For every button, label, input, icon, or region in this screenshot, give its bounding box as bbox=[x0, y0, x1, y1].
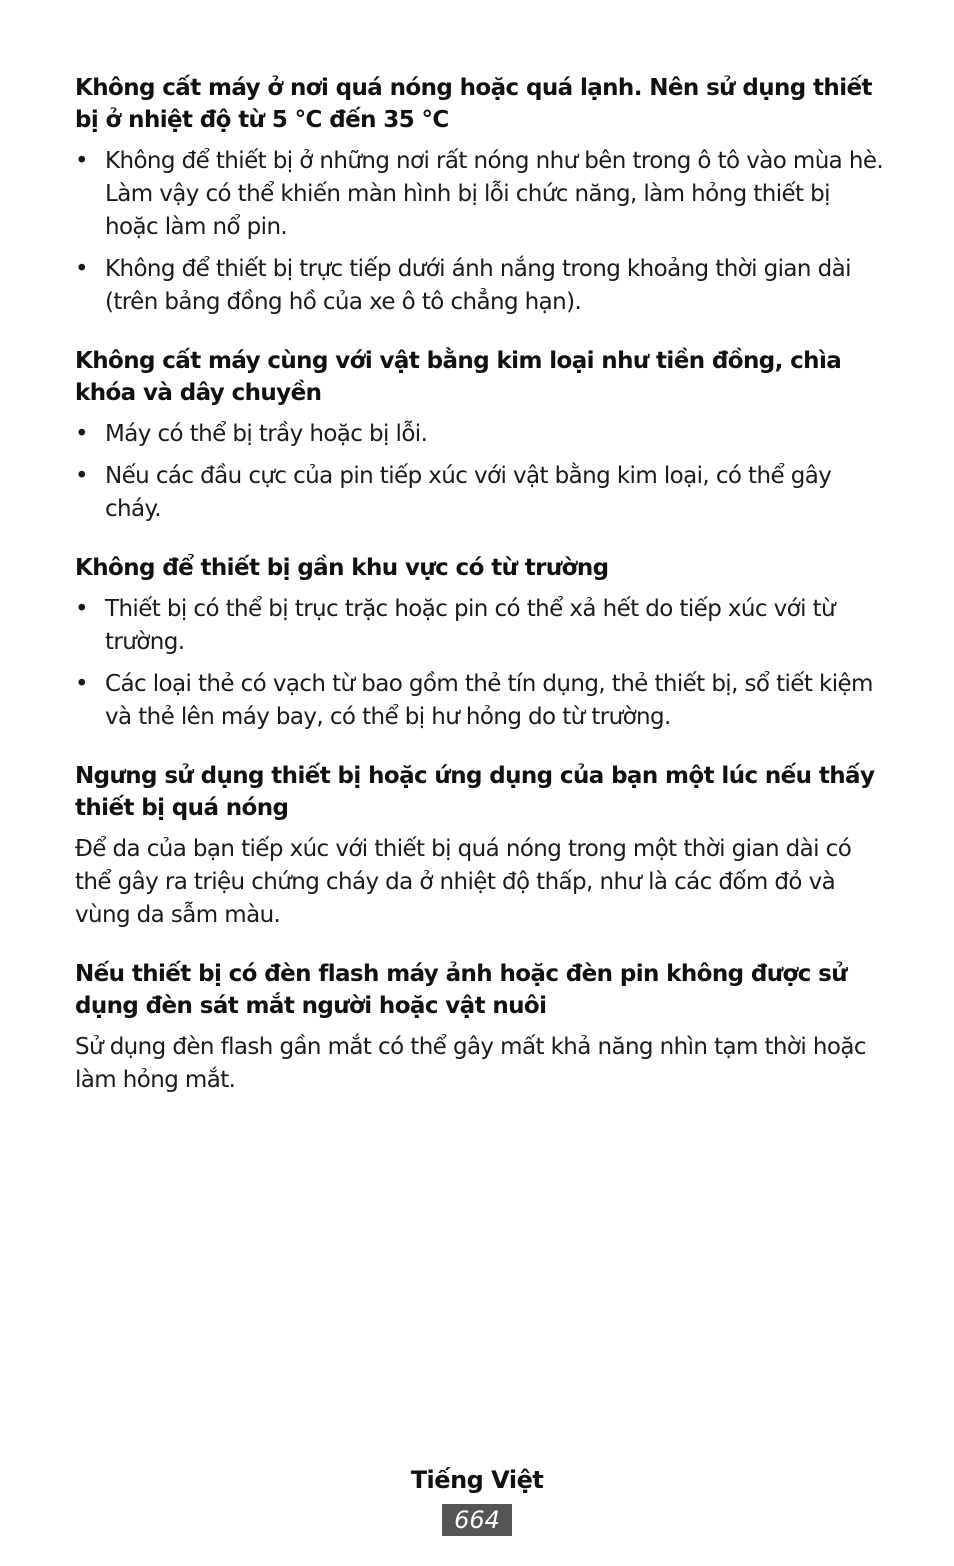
list-item-text: Máy có thể bị trầy hoặc bị lỗi. bbox=[105, 421, 428, 447]
footer-language: Tiếng Việt bbox=[410, 1466, 544, 1494]
bullet-icon: • bbox=[75, 463, 88, 489]
section-temperature bbox=[75, 72, 885, 319]
section-heading: Không cất máy ở nơi quá nóng hoặc quá lạnh. Nên sử dụng thiết bị ở nhiệt độ từ 5 °C đến 35 °C bbox=[75, 75, 872, 133]
bullet-list bbox=[75, 145, 885, 319]
section-paragraph: Để da của bạn tiếp xúc với thiết bị quá nóng trong một thời gian dài có thể gây ra triệu chứng cháy da ở nhiệt độ thấp, như là các đốm đỏ và vùng da sẫm màu. bbox=[75, 836, 852, 928]
bullet-icon: • bbox=[75, 421, 88, 447]
list-item-text: Không để thiết bị ở những nơi rất nóng như bên trong ô tô vào mùa hè. Làm vậy có thể khiến màn hình bị lỗi chức năng, làm hỏng thiết bị hoặc làm nổ pin. bbox=[105, 148, 884, 240]
bullet-icon: • bbox=[75, 596, 88, 622]
bullet-icon: • bbox=[75, 671, 88, 697]
list-item bbox=[75, 253, 885, 319]
section-flash bbox=[75, 958, 885, 1097]
list-item bbox=[75, 668, 885, 734]
list-item bbox=[75, 145, 885, 244]
section-magnetic-fields bbox=[75, 552, 885, 734]
page-number-badge: 664 bbox=[442, 1504, 512, 1536]
section-heading: Không cất máy cùng với vật bằng kim loại như tiền đồng, chìa khóa và dây chuyền bbox=[75, 348, 842, 406]
section-paragraph: Sử dụng đèn flash gần mắt có thể gây mất khả năng nhìn tạm thời hoặc làm hỏng mắt. bbox=[75, 1034, 866, 1093]
list-item bbox=[75, 460, 885, 526]
list-item bbox=[75, 593, 885, 659]
bullet-list bbox=[75, 418, 885, 526]
list-item-text: Nếu các đầu cực của pin tiếp xúc với vật bằng kim loại, có thể gây cháy. bbox=[105, 463, 832, 522]
section-heading: Nếu thiết bị có đèn flash máy ảnh hoặc đèn pin không được sử dụng đèn sát mắt người hoặc vật nuôi bbox=[75, 961, 848, 1019]
list-item-text: Các loại thẻ có vạch từ bao gồm thẻ tín dụng, thẻ thiết bị, sổ tiết kiệm và thẻ lên máy bay, có thể bị hư hỏng do từ trường. bbox=[105, 671, 873, 730]
list-item bbox=[75, 418, 885, 451]
bullet-icon: • bbox=[75, 148, 88, 174]
bullet-icon: • bbox=[75, 256, 88, 282]
list-item-text: Thiết bị có thể bị trục trặc hoặc pin có thể xả hết do tiếp xúc với từ trường. bbox=[105, 596, 836, 655]
bullet-list bbox=[75, 593, 885, 734]
section-metal-objects bbox=[75, 345, 885, 526]
section-overheating bbox=[75, 760, 885, 932]
section-heading: Ngưng sử dụng thiết bị hoặc ứng dụng của bạn một lúc nếu thấy thiết bị quá nóng bbox=[75, 763, 875, 821]
list-item-text: Không để thiết bị trực tiếp dưới ánh nắng trong khoảng thời gian dài (trên bảng đồng hồ của xe ô tô chẳng hạn). bbox=[105, 256, 851, 315]
section-heading: Không để thiết bị gần khu vực có từ trường bbox=[75, 555, 609, 581]
page-content bbox=[75, 72, 885, 1123]
